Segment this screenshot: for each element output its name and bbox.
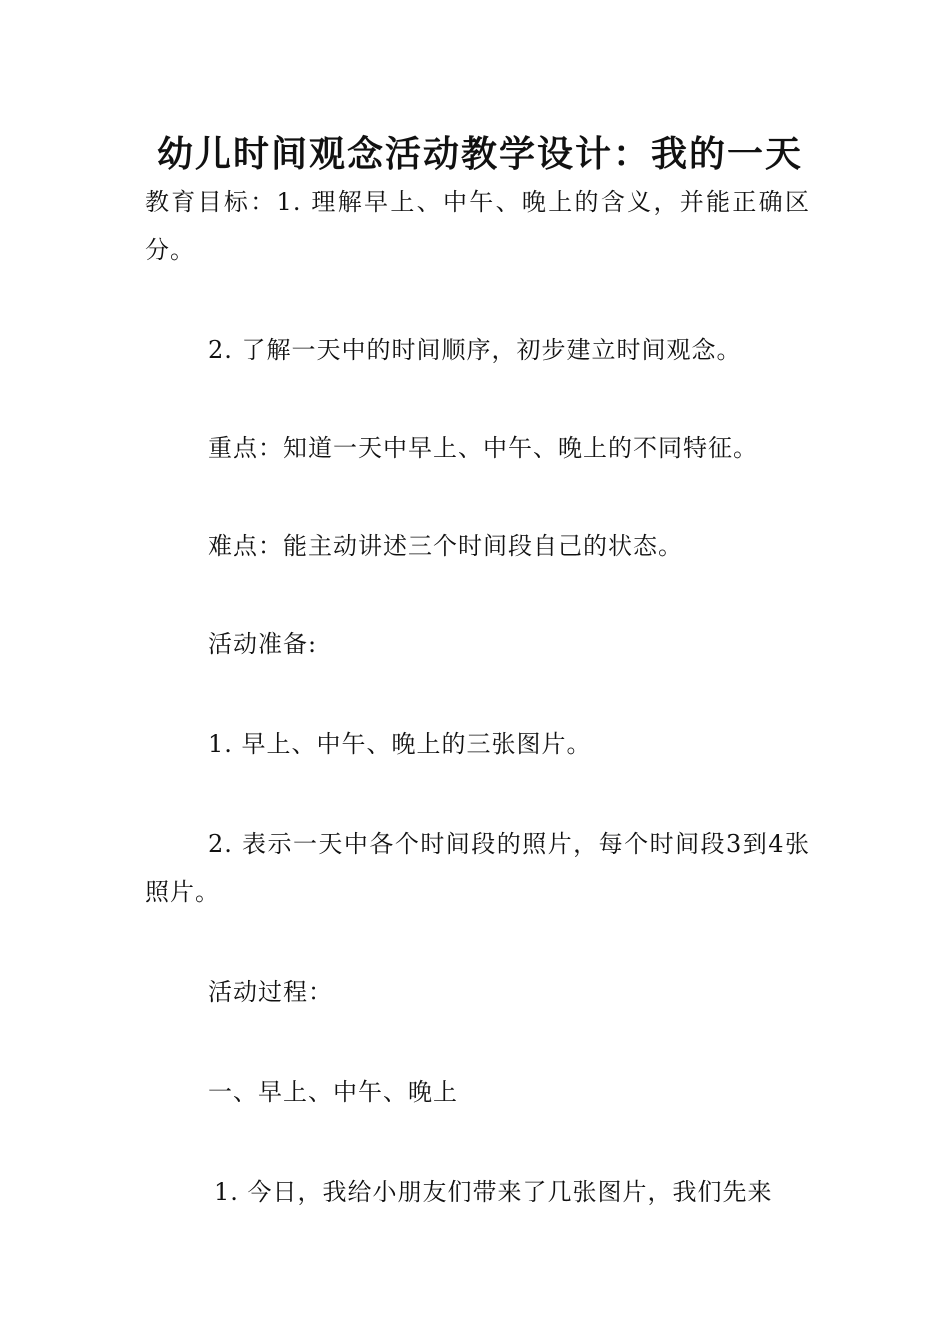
paragraph-section-1-heading: 一、早上、中午、晚上 bbox=[208, 1078, 458, 1106]
paragraph-preparation-2: 2. 表示一天中各个时间段的照片，每个时间段3到4张照片。 bbox=[145, 830, 810, 906]
paragraph-preparation-heading: 活动准备: bbox=[208, 630, 318, 658]
paragraph-objective-2: 2. 了解一天中的时间顺序，初步建立时间观念。 bbox=[208, 336, 742, 364]
paragraph-preparation-1: 1. 早上、中午、晚上的三张图片。 bbox=[208, 730, 592, 758]
paragraph-difficulty: 难点：能主动讲述三个时间段自己的状态。 bbox=[208, 532, 683, 560]
paragraph-process-heading: 活动过程： bbox=[208, 978, 333, 1006]
paragraph-key-point: 重点：知道一天中早上、中午、晚上的不同特征。 bbox=[208, 434, 758, 462]
document-title: 幼儿时间观念活动教学设计：我的一天 bbox=[156, 134, 803, 175]
paragraph-step-1: 1. 今日，我给小朋友们带来了几张图片，我们先来 bbox=[214, 1178, 773, 1206]
paragraph-objectives: 教育目标：1. 理解早上、中午、晚上的含义，并能正确区分。 bbox=[145, 188, 810, 264]
